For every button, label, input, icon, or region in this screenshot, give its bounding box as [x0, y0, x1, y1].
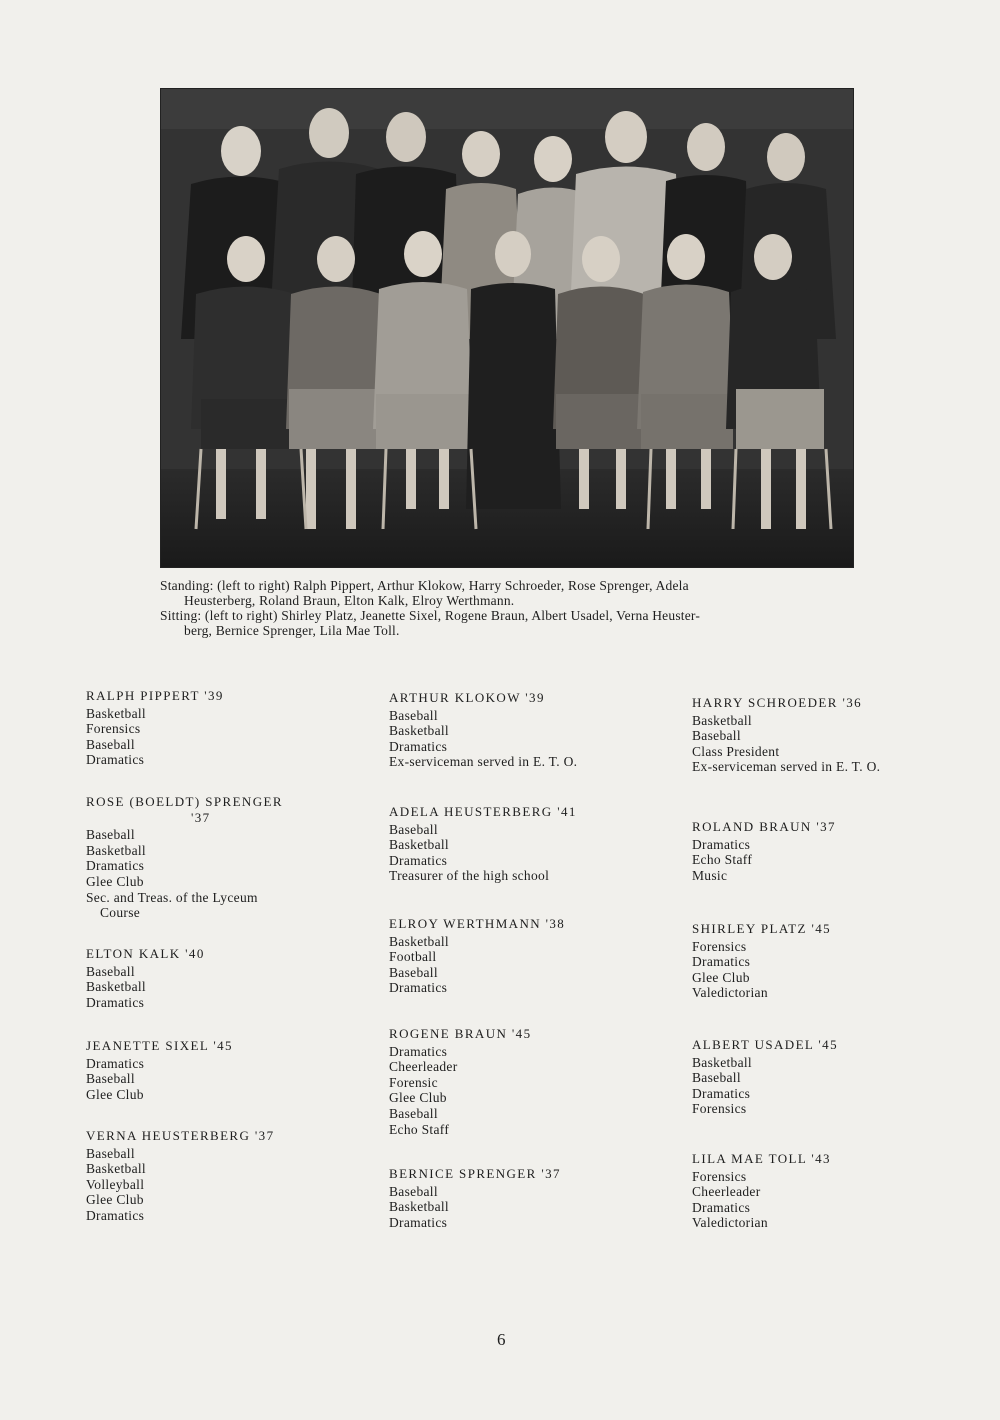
member-name: SHIRLEY PLATZ '45: [692, 921, 832, 936]
member-entry: [389, 1026, 649, 1137]
activity: Basketball: [86, 1161, 146, 1177]
activity: Music: [692, 867, 728, 883]
member-entry: [692, 819, 952, 883]
activity: Dramatics: [86, 1055, 145, 1071]
activity: Dramatics: [86, 858, 145, 874]
activity: Glee Club: [692, 969, 750, 985]
activity: Valedictorian: [692, 1215, 768, 1231]
member-entry: [692, 1037, 952, 1117]
member-name: ELTON KALK '40: [86, 946, 205, 961]
member-entry: [389, 804, 649, 884]
activity: Baseball: [86, 827, 135, 843]
member-name: RALPH PIPPERT '39: [86, 688, 224, 703]
member-entry: [86, 946, 346, 1010]
member-name: ROLAND BRAUN '37: [692, 819, 836, 834]
activity: Dramatics: [692, 1085, 751, 1101]
activity: Forensics: [86, 721, 141, 737]
activity: Football: [389, 949, 437, 965]
caption-sitting-line-1: Sitting: (left to right) Shirley Platz, Jeanette Sixel, Rogene Braun, Albert Usadel, Verna Heuster-: [160, 608, 701, 623]
member-name: LILA MAE TOLL '43: [692, 1151, 831, 1166]
activity: Basketball: [86, 842, 146, 858]
activity: Dramatics: [692, 954, 751, 970]
member-entry: [86, 1038, 346, 1102]
activity: Basketball: [692, 1054, 752, 1070]
activity: Glee Club: [86, 1192, 144, 1208]
activity: Baseball: [86, 736, 135, 752]
activity: Baseball: [86, 963, 135, 979]
activity: Baseball: [692, 1070, 741, 1086]
member-entry: [86, 1128, 346, 1224]
activity: Basketball: [86, 979, 146, 995]
member-name: HARRY SCHROEDER '36: [692, 695, 863, 710]
activity: Forensics: [692, 938, 747, 954]
activity: Baseball: [86, 1145, 135, 1161]
activity: Baseball: [389, 707, 438, 723]
activity: Dramatics: [692, 836, 751, 852]
activity: Dramatics: [389, 1043, 448, 1059]
member-entry: [86, 794, 346, 921]
member-entry: [692, 695, 952, 775]
activity: Echo Staff: [692, 852, 753, 868]
activity: Dramatics: [389, 738, 448, 754]
member-entry: [86, 688, 346, 768]
activity: Baseball: [86, 1071, 135, 1087]
activity: Forensics: [692, 1101, 747, 1117]
activity-continuation: Course: [100, 905, 141, 921]
member-name: JEANETTE SIXEL '45: [86, 1038, 233, 1053]
activity: Dramatics: [692, 1199, 751, 1215]
caption-standing-line-1: Standing: (left to right) Ralph Pippert, Arthur Klokow, Harry Schroeder, Rose Sprenger, Adela: [160, 578, 689, 593]
activity: Glee Club: [86, 1086, 144, 1102]
activity: Glee Club: [86, 873, 144, 889]
activity: Basketball: [86, 705, 146, 721]
activity: Baseball: [389, 1105, 438, 1121]
activity: Cheerleader: [692, 1184, 761, 1200]
member-name: ARTHUR KLOKOW '39: [389, 690, 545, 705]
page-number: 6: [497, 1330, 506, 1349]
activity: Dramatics: [86, 1207, 145, 1223]
member-name: BERNICE SPRENGER '37: [389, 1166, 561, 1181]
activity: Baseball: [692, 728, 741, 744]
activity: Class President: [692, 743, 780, 759]
activity: Basketball: [389, 933, 449, 949]
member-entry: [692, 921, 952, 1001]
member-name: ROSE (BOELDT) SPRENGER: [86, 794, 283, 809]
member-entry: [389, 1166, 649, 1230]
activity: Forensic: [389, 1074, 438, 1090]
activity: Glee Club: [389, 1090, 447, 1106]
activity: Baseball: [389, 1183, 438, 1199]
member-name: ROGENE BRAUN '45: [389, 1026, 532, 1041]
activity: Dramatics: [389, 852, 448, 868]
caption-standing-line-2: Heusterberg, Roland Braun, Elton Kalk, Elroy Werthmann.: [184, 593, 515, 608]
caption-sitting-line-2: berg, Bernice Sprenger, Lila Mae Toll.: [184, 623, 400, 638]
member-class-year: '37: [191, 809, 211, 825]
member-name: ADELA HEUSTERBERG '41: [389, 804, 577, 819]
member-name: ELROY WERTHMANN '38: [389, 916, 566, 931]
activity: Valedictorian: [692, 985, 768, 1001]
activity: Ex-serviceman served in E. T. O.: [692, 759, 881, 775]
activity: Baseball: [389, 821, 438, 837]
member-entry: [389, 690, 649, 770]
activity: Dramatics: [389, 1214, 448, 1230]
activity: Basketball: [692, 712, 752, 728]
activity: Echo Staff: [389, 1121, 450, 1137]
photo-caption: [160, 578, 860, 638]
activity: Volleyball: [86, 1176, 145, 1192]
activity: Dramatics: [86, 752, 145, 768]
activity: Baseball: [389, 964, 438, 980]
activity: Dramatics: [389, 980, 448, 996]
member-name: VERNA HEUSTERBERG '37: [86, 1128, 275, 1143]
group-photo-illustration: [161, 89, 853, 567]
group-photo: [160, 88, 854, 568]
member-name: ALBERT USADEL '45: [692, 1037, 838, 1052]
activity: Basketball: [389, 837, 449, 853]
activity: Sec. and Treas. of the Lyceum: [86, 889, 258, 905]
activity: Cheerleader: [389, 1059, 458, 1075]
activity: Basketball: [389, 723, 449, 739]
activity: Forensics: [692, 1168, 747, 1184]
activity: Ex-serviceman served in E. T. O.: [389, 754, 578, 770]
activity: Treasurer of the high school: [389, 868, 550, 884]
activity: Dramatics: [86, 994, 145, 1010]
member-entry: [692, 1151, 952, 1231]
member-entry: [389, 916, 649, 996]
activity: Basketball: [389, 1199, 449, 1215]
